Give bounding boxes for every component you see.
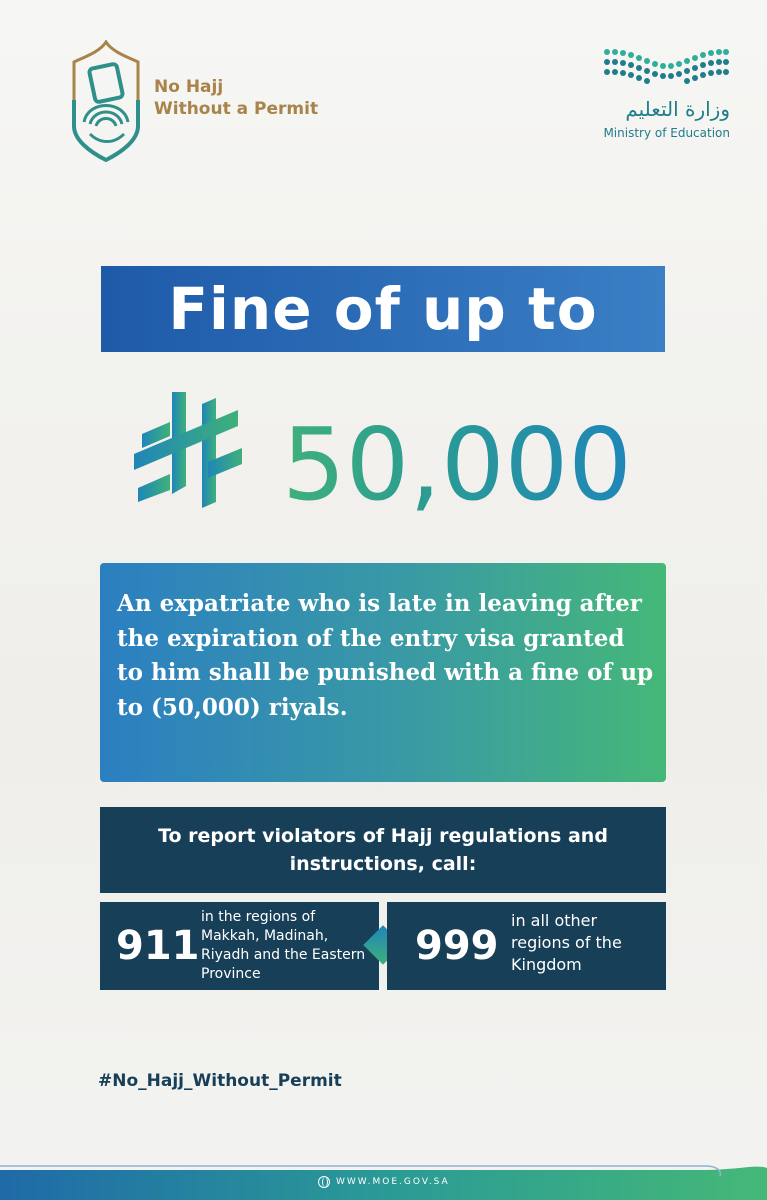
campaign-name-line2: Without a Permit: [154, 99, 319, 119]
campaign-name-line1: No Hajj: [154, 77, 224, 97]
report-heading-line1: To report violators of Hajj regulations and: [158, 825, 608, 847]
no-hajj-logo-icon: [68, 40, 144, 162]
ministry-logo-dots-icon: [603, 48, 729, 88]
hotline-number-911: 911: [116, 923, 200, 969]
hotline-911-desc-line: in the regions of: [201, 909, 316, 925]
title-banner: [101, 266, 665, 352]
footer-url-text: WWW.MOE.GOV.SA: [336, 1177, 450, 1187]
hotline-999-box: [387, 902, 666, 990]
saudi-riyal-icon: [132, 390, 244, 510]
report-heading-line2: instructions, call:: [289, 853, 477, 875]
globe-icon: [318, 1176, 330, 1188]
ministry-name-english: Ministry of Education: [603, 126, 730, 140]
hotline-911-description: [201, 908, 365, 984]
campaign-name: [154, 76, 318, 120]
hotline-999-desc-line: Kingdom: [511, 955, 582, 974]
report-heading: [158, 822, 608, 878]
fine-amount: 50,000: [282, 400, 632, 530]
footer-wave: [0, 1150, 767, 1200]
footer-url[interactable]: [318, 1176, 450, 1188]
description-text: An expatriate who is late in leaving after the expiration of the entry visa granted to him shall be punished with a fine of up to (50,000) riyals.: [117, 590, 654, 721]
report-heading-box: [100, 807, 666, 893]
description-box: [100, 563, 666, 782]
hotline-911-desc-line: Province: [201, 966, 261, 982]
hotline-number-999: 999: [415, 923, 499, 969]
hotline-999-description: [511, 910, 622, 976]
hotline-999-desc-line: in all other: [511, 911, 598, 930]
campaign-hashtag: #No_Hajj_Without_Permit: [98, 1071, 342, 1091]
hotline-911-desc-line: Makkah, Madinah,: [201, 928, 329, 944]
hotline-911-box: [100, 902, 379, 990]
ministry-name-arabic: وزارة التعليم: [625, 97, 730, 121]
hotline-911-desc-line: Riyadh and the Eastern: [201, 947, 366, 963]
hotline-999-desc-line: regions of the: [511, 933, 622, 952]
title-text: Fine of up to: [168, 275, 598, 343]
